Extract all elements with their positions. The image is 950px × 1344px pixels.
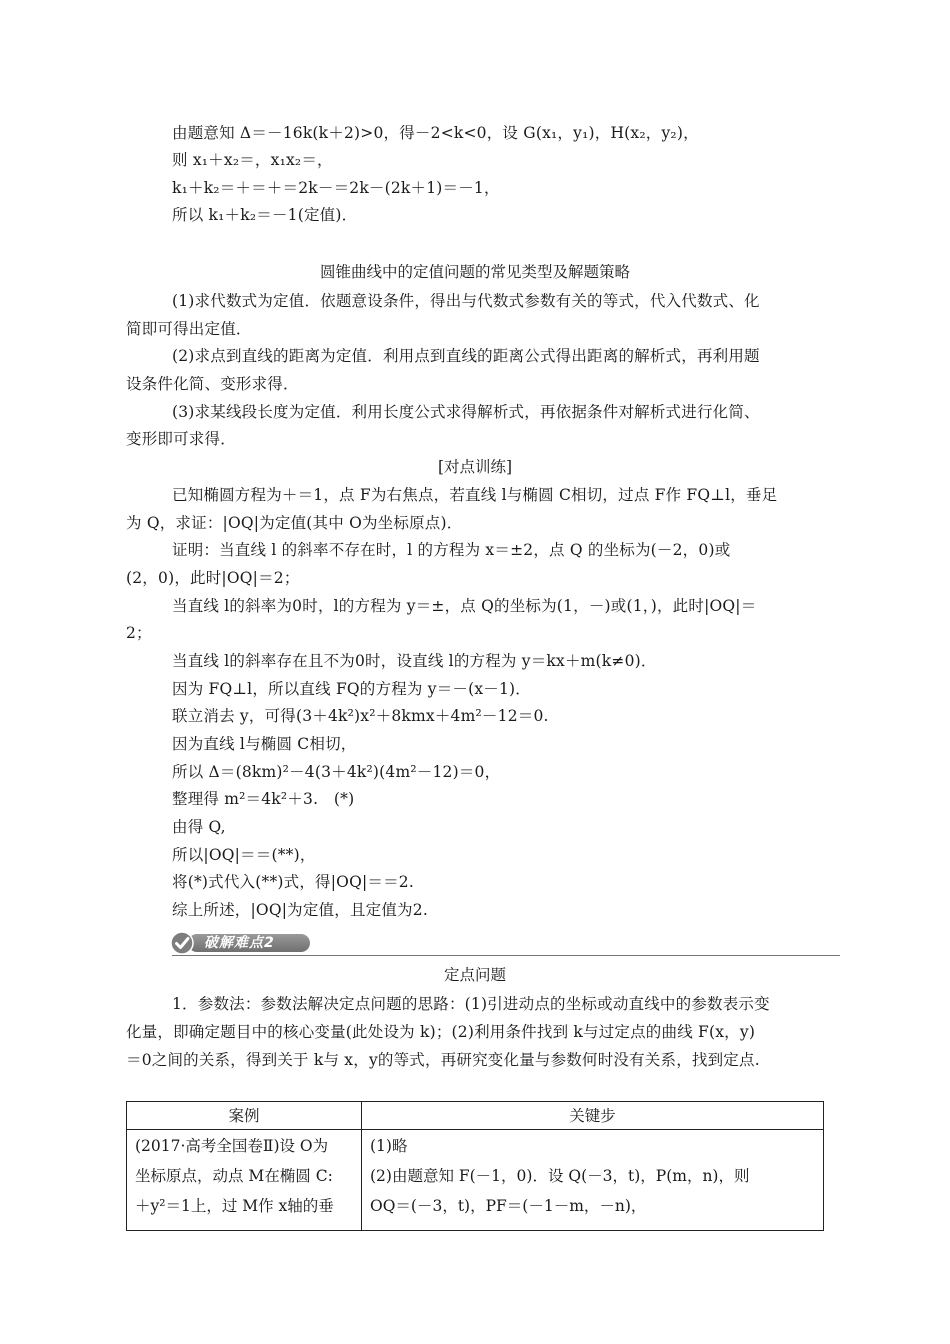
text-line: 因为 FQ⊥l，所以直线 FQ的方程为 y＝－(x－1)． bbox=[172, 680, 531, 698]
table-header-row bbox=[127, 1102, 824, 1130]
text-line: (2，0)，此时|OQ|＝2； bbox=[126, 569, 300, 587]
text-line: k₁＋k₂＝＋＝＋＝2k－＝2k－(2k＋1)＝－1， bbox=[172, 179, 500, 197]
key-step-line: OQ＝(－3，t)，PF＝(－1－m，－n)， bbox=[370, 1197, 647, 1215]
text-line: 证明：当直线 l 的斜率不存在时，l 的方程为 x＝±2，点 Q 的坐标为(－2，0)或 bbox=[172, 541, 731, 559]
key-step-line: (2)由题意知 F(－1，0)．设 Q(－3，t)，P(m，n)，则 bbox=[370, 1167, 750, 1185]
case-line: ＋y²＝1上，过 M作 x轴的垂 bbox=[135, 1197, 334, 1215]
text-line: 由题意知 Δ＝－16k(k＋2)>0，得－2<k<0，设 G(x₁，y₁)，H(x₂，y₂)， bbox=[172, 124, 699, 142]
text-line: 所以 Δ＝(8km)²－4(3＋4k²)(4m²－12)＝0， bbox=[172, 763, 501, 781]
case-table bbox=[126, 1101, 824, 1231]
text-line: 当直线 l的斜率存在且不为0时，设直线 l的方程为 y＝kx＋m(k≠0)． bbox=[172, 652, 657, 670]
case-cell bbox=[127, 1130, 362, 1231]
section-heading: 定点问题 bbox=[443, 966, 506, 984]
text-line: 已知椭圆方程为＋＝1，点 F为右焦点，若直线 l与椭圆 C相切，过点 F作 FQ⊥l，垂足 bbox=[172, 486, 778, 504]
text-line: 由得 Q, bbox=[172, 818, 226, 836]
text-line: 综上所述，|OQ|为定值，且定值为2. bbox=[172, 901, 428, 919]
key-step-cell bbox=[362, 1130, 824, 1231]
text-line: 2； bbox=[126, 624, 152, 642]
text-line: 为 Q，求证：|OQ|为定值(其中 O为坐标原点)． bbox=[126, 514, 463, 532]
section-divider bbox=[172, 955, 840, 956]
text-line: ＝0之间的关系，得到关于 k与 x，y的等式，再研究变化量与参数何时没有关系，找到定点. bbox=[126, 1051, 760, 1069]
section-badge-row bbox=[126, 929, 840, 953]
case-line: (2017·高考全国卷Ⅱ)设 O为 bbox=[135, 1137, 329, 1155]
section-heading: 圆锥曲线中的定值问题的常见类型及解题策略 bbox=[319, 263, 630, 281]
text-line: (3)求某线段长度为定值．利用长度公式求得解析式，再依据条件对解析式进行化简、 bbox=[172, 403, 760, 421]
badge-label: 破解难点2 bbox=[204, 935, 275, 951]
text-line: (2)求点到直线的距离为定值．利用点到直线的距离公式得出距离的解析式，再利用题 bbox=[172, 347, 760, 365]
text-line: 设条件化简、变形求得． bbox=[126, 375, 299, 393]
text-line: 则 x₁＋x₂＝，x₁x₂＝， bbox=[172, 151, 333, 169]
section-badge bbox=[170, 930, 424, 952]
text-line: (1)求代数式为定值．依题意设条件，得出与代数式参数有关的等式，代入代数式、化 bbox=[172, 292, 760, 310]
key-step-line: (1)略 bbox=[370, 1137, 408, 1155]
text-line: 所以|OQ|＝＝(**)， bbox=[172, 846, 316, 864]
text-line: 联立消去 y，可得(3＋4k²)x²＋8kmx＋4m²－12＝0. bbox=[172, 707, 549, 725]
check-circle-icon bbox=[170, 930, 196, 956]
text-line: 化量，即确定题目中的核心变量(此处设为 k)；(2)利用条件找到 k与过定点的曲线 F(x，y) bbox=[126, 1023, 756, 1041]
text-line: 整理得 m²＝4k²＋3. (*) bbox=[172, 790, 355, 808]
text-line: 变形即可求得． bbox=[126, 430, 236, 448]
table-row bbox=[127, 1130, 824, 1231]
section-heading: [对点训练] bbox=[437, 458, 513, 476]
text-line: 因为直线 l与椭圆 C相切， bbox=[172, 735, 357, 753]
table-header-key-step: 关键步 bbox=[362, 1102, 824, 1130]
text-line: 所以 k₁＋k₂＝－1(定值)． bbox=[172, 206, 358, 224]
table-header-case: 案例 bbox=[127, 1102, 362, 1130]
text-line: 简即可得出定值． bbox=[126, 320, 252, 338]
text-line: 1．参数法：参数法解决定点问题的思路：(1)引进动点的坐标或动直线中的参数表示变 bbox=[172, 995, 770, 1013]
text-line: 将(*)式代入(**)式，得|OQ|＝＝2. bbox=[172, 873, 414, 891]
text-line: 当直线 l的斜率为0时，l的方程为 y＝±，点 Q的坐标为(1，－)或(1，)，此时|OQ|＝ bbox=[172, 597, 757, 615]
case-line: 坐标原点，动点 M在椭圆 C: bbox=[135, 1167, 333, 1185]
